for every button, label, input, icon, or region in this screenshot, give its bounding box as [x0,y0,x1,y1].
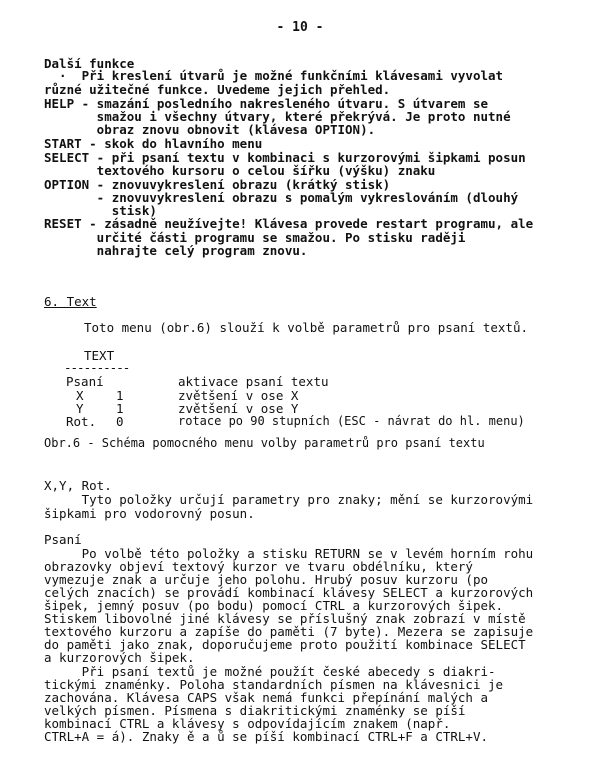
menu-item-psani: Psaní [66,374,104,389]
psani-line-11: tickými znaménky. Poloha standardních písmen na klávesnici je [44,677,504,692]
key-help-line-1: HELP - smazání posledního nakresleného útvaru. S útvarem se [44,96,489,111]
psani-line-8: do paměti jako znak, doporučujeme proto použití kombinace SELECT [44,637,526,652]
key-reset-line-2: určité části programu se smažou. Po stisku raději [44,230,466,245]
psani-line-4: celých znacích) se provádí kombinací klávesy SELECT a kurzorových [44,585,534,600]
key-option-line-1: OPTION - znovuvykreslení obrazu (krátký stisk) [44,177,391,192]
psani-line-15: CTRL+A = á). Znaky ě a ů se píší kombinací CTRL+F a CTRL+V. [44,729,489,744]
dalsi-funkce-intro-1: · Při kreslení útvarů je možné funkčními klávesami vyvolat [44,68,504,83]
page-number: - 10 - [276,20,324,35]
xyrot-line-1: Tyto položky určují parametry pro znaky; mění se kurzorovými [44,492,534,507]
menu-desc-psani: aktivace psaní textu [178,374,329,389]
psani-line-7: textového kurzoru a zapíše do paměti (7 byte). Mezera se zapisuje [44,624,534,639]
xyrot-line-2: šipkami pro vodorovný posun. [44,506,255,521]
psani-line-5: šipek, jemný posuv (po bodu) pomocí CTRL a kurzorových šipek. [44,598,504,613]
psani-line-1: Po volbě této položky a stisku RETURN se v levém horním rohu [44,546,534,561]
menu-desc-y: zvětšení v ose Y [178,401,299,416]
xyrot-heading: X,Y, Rot. [44,478,112,493]
key-select-line-2: textového kursoru o celou šířku (výšku) znaku [44,163,436,178]
psani-line-9: a kurzorových šipek. [44,650,195,665]
menu-value-rot: 0 [116,414,124,429]
key-help-line-3: obraz znovu obnovit (klávesa OPTION). [44,122,376,137]
key-help-line-2: smažou i všechny útvary, které překrývá. Je proto nutné [44,109,511,124]
psani-line-2: obrazovky objeví textový kurzor ve tvaru obdélníku, který [44,559,473,574]
psani-heading: Psaní [44,532,82,547]
section-6-heading: 6. Text [44,294,97,309]
key-reset-line-3: nahrajte celý program znovu. [44,243,308,258]
menu-value-x: 1 [116,388,124,403]
psani-line-10: Při psaní textů je možné použít české abecedy s diakri- [44,664,496,679]
text-menu-divider: ---------- [64,360,130,375]
menu-item-rot: Rot. [66,414,97,429]
menu-item-x: X [76,388,84,403]
key-start: START - skok do hlavního menu [44,136,263,151]
psani-line-3: vymezuje znak a určuje jeho polohu. Hrubý posuv kurzoru (po [44,572,489,587]
menu-desc-x: zvětšení v ose X [178,388,299,403]
psani-line-14: kombinací CTRL a klávesy s odpovídajícím znakem (např. [44,716,451,731]
text-menu-title: TEXT [84,348,115,363]
key-select-line-1: SELECT - při psaní textu v kombinaci s kurzorovými šipkami posun [44,150,526,165]
dalsi-funkce-intro-2: různé užitečné funkce. Uvedeme jejich přehled. [44,82,391,97]
key-option-line-3: stisk) [44,203,157,218]
menu-desc-rot: rotace po 90 stupních (ESC - návrat do hl. menu) [178,414,525,428]
psani-line-12: zachována. Klávesa CAPS však nemá funkci přepínání malých a [44,690,489,705]
dalsi-funkce-heading: Další funkce [44,56,135,71]
key-reset-line-1: RESET - zásadně neužívejte! Klávesa provede restart programu, ale [44,216,534,231]
menu-value-y: 1 [116,401,124,416]
menu-item-y: Y [76,401,84,416]
key-option-line-2: - znovuvykreslení obrazu s pomalým vykreslováním (dlouhý [44,190,519,205]
section-6-intro: Toto menu (obr.6) slouží k volbě parametrů pro psaní textů. [84,320,529,335]
psani-line-6: Stiskem libovolné jiné klávesy se příslušný znak zobrazí v místě [44,611,526,626]
figure-caption: Obr.6 - Schéma pomocného menu volby parametrů pro psaní textu [44,436,485,450]
psani-line-13: velkých písmen. Písmena s diakritickými znaménky se píší [44,703,466,718]
